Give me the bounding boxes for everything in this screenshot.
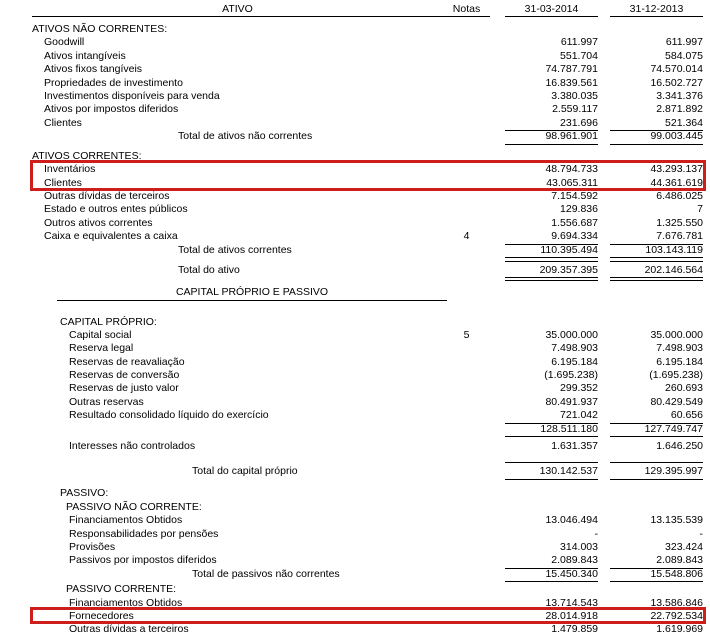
table-row (0, 230, 710, 243)
row-label: Caixa e equivalentes a caixa (44, 230, 178, 243)
row-label: Reservas de conversão (69, 369, 180, 382)
row-label: Reservas de justo valor (69, 382, 179, 395)
table-row (0, 356, 710, 369)
value-2014: 130.142.537 (505, 462, 598, 479)
row-label: PASSIVO NÃO CORRENTE: (66, 500, 202, 513)
table-row (0, 150, 710, 163)
value-2014: 231.696 (505, 117, 598, 131)
table-row (0, 369, 710, 382)
value-2013: (1.695.238) (649, 369, 703, 382)
value-2013: 7.498.903 (656, 342, 703, 355)
value-2014: 7.154.592 (551, 190, 598, 203)
value-2014: 7.498.903 (551, 342, 598, 355)
value-2014: 299.352 (560, 382, 598, 395)
row-label: Goodwill (44, 36, 85, 49)
value-2014: 1.556.687 (551, 216, 598, 229)
value-2013: 22.792.534 (650, 609, 703, 622)
table-row (0, 423, 710, 436)
row-label: ATIVOS NÃO CORRENTES: (32, 23, 168, 35)
value-2014: 6.195.184 (551, 355, 598, 368)
value-2013: 16.502.727 (650, 76, 703, 89)
rows-host (0, 23, 710, 637)
value-2013: 1.325.550 (656, 216, 703, 229)
row-label: Reserva legal (69, 342, 134, 355)
value-2013: 99.003.445 (610, 130, 703, 144)
value-2013: 44.361.619 (650, 176, 703, 189)
column-header-ativo: ATIVO (32, 3, 443, 17)
table-row (0, 130, 710, 143)
value-2014: 314.003 (560, 541, 598, 553)
value-2014: 128.511.180 (505, 423, 598, 437)
table-row (0, 568, 710, 581)
row-gap (0, 453, 710, 462)
value-2013: 60.656 (610, 409, 703, 423)
table-row (0, 117, 710, 130)
table-row (0, 316, 710, 329)
table-row (0, 244, 710, 257)
row-label: Investimentos disponíveis para venda (44, 89, 220, 102)
value-2013: 2.089.843 (610, 554, 703, 568)
value-2013: 129.395.997 (610, 462, 703, 479)
value-2014: 2.089.843 (505, 554, 598, 568)
table-row (0, 203, 710, 216)
table-row (0, 514, 710, 527)
value-2013: 1.619.969 (656, 623, 703, 636)
value-2014: 74.787.791 (545, 63, 598, 76)
row-label: Reservas de reavaliação (69, 355, 185, 368)
column-header-date-2013: 31-12-2013 (610, 3, 703, 17)
table-row (0, 554, 710, 567)
table-row (0, 501, 710, 514)
value-2014: - (594, 527, 598, 540)
value-2014: 611.997 (560, 36, 598, 49)
value-2013: 521.364 (610, 117, 703, 131)
row-label: CAPITAL PRÓPRIO: (60, 315, 157, 328)
table-row (0, 487, 710, 500)
value-2013: 323.424 (665, 541, 703, 553)
value-2014: 98.961.901 (505, 130, 598, 144)
row-label: Clientes (44, 116, 82, 129)
value-2013: 35.000.000 (650, 328, 703, 341)
row-label: Total de ativos correntes (178, 243, 292, 256)
row-label: Estado e outros entes públicos (44, 203, 188, 216)
row-label: Provisões (69, 541, 116, 553)
nota-value: 5 (463, 328, 470, 341)
value-2014: 35.000.000 (545, 328, 598, 341)
row-label: Financiamentos Obtidos (69, 514, 183, 527)
row-label: Total de passivos não correntes (192, 567, 340, 580)
value-2014: 13.046.494 (545, 514, 598, 527)
table-row (0, 217, 710, 230)
table-row (0, 77, 710, 90)
value-2014: 129.836 (560, 203, 598, 216)
value-2013: 13.135.539 (650, 514, 703, 527)
column-header-notas: Notas (443, 3, 490, 17)
row-label: Inventários (44, 163, 96, 176)
row-gap (0, 479, 710, 487)
value-2013: 6.486.025 (656, 190, 703, 203)
row-label: Total do ativo (178, 264, 240, 277)
table-row (0, 528, 710, 541)
value-2013: 74.570.014 (650, 63, 703, 76)
value-2014: 1.631.357 (551, 440, 598, 453)
table-row (0, 23, 710, 36)
value-2014: 13.714.543 (545, 596, 598, 609)
row-label: Outras dívidas de terceiros (44, 190, 170, 203)
value-2014: 1.479.859 (551, 623, 598, 636)
value-2013: 202.146.564 (610, 261, 703, 281)
value-2014: 15.450.340 (505, 568, 598, 582)
value-2014: 43.065.311 (546, 176, 598, 189)
row-label: Resultado consolidado líquido do exercício (69, 409, 269, 422)
row-label: Interesses não controlados (69, 440, 196, 453)
table-row (0, 541, 710, 554)
value-2013: 80.429.549 (650, 395, 703, 408)
table-row (0, 342, 710, 355)
value-2013: - (699, 527, 703, 540)
row-label: Outras dívidas a terceiros (69, 623, 189, 636)
highlight-group (0, 163, 710, 190)
table-row (0, 623, 710, 636)
row-label: PASSIVO CORRENTE: (66, 583, 177, 596)
row-label: Clientes (44, 176, 82, 189)
value-2013: 6.195.184 (656, 355, 703, 368)
column-header-date-2014: 31-03-2014 (505, 3, 598, 17)
table-row (0, 440, 710, 453)
table-row (0, 63, 710, 76)
value-2013: 7 (697, 203, 703, 216)
value-2013: 584.075 (665, 49, 703, 62)
row-label: Propriedades de investimento (44, 76, 183, 89)
value-2014: 2.559.117 (552, 103, 598, 116)
row-label: Total de ativos não correntes (178, 130, 313, 143)
row-label: PASSIVO: (60, 487, 109, 500)
row-label: ATIVOS CORRENTES: (32, 149, 142, 162)
row-label: Total do capital próprio (192, 465, 298, 478)
table-row (0, 610, 710, 623)
value-2013: 1.646.250 (656, 440, 703, 453)
value-2013: 3.341.376 (656, 89, 703, 102)
table-row (0, 50, 710, 63)
row-label: Ativos por impostos diferidos (44, 103, 179, 116)
table-row (0, 583, 710, 596)
value-2014: (1.695.238) (544, 369, 598, 382)
table-header-row (0, 3, 710, 18)
table-row (0, 329, 710, 342)
table-row (0, 597, 710, 610)
value-2013: 611.997 (665, 36, 703, 49)
row-label: Responsabilidades por pensões (69, 527, 219, 540)
table-row (0, 163, 710, 176)
table-row (0, 261, 710, 281)
row-label: Outros ativos correntes (44, 216, 153, 229)
row-label: Ativos intangíveis (44, 49, 126, 62)
section-heading: CAPITAL PRÓPRIO E PASSIVO (57, 286, 447, 301)
table-row (0, 90, 710, 103)
table-row (0, 396, 710, 409)
value-2014: 721.042 (505, 409, 598, 423)
value-2014: 80.491.937 (545, 395, 598, 408)
value-2014: 209.357.395 (505, 261, 598, 281)
value-2014: 28.014.918 (545, 609, 598, 622)
value-2013: 13.586.846 (650, 596, 703, 609)
table-row (0, 462, 710, 479)
value-2014: 9.694.334 (505, 230, 598, 244)
table-row (0, 36, 710, 49)
table-row (0, 103, 710, 116)
value-2014: 551.704 (560, 49, 598, 62)
value-2013: 7.676.781 (610, 230, 703, 244)
table-row (0, 177, 710, 190)
row-gap (0, 302, 710, 316)
value-2013: 260.693 (665, 382, 703, 395)
value-2014: 3.380.035 (551, 89, 598, 102)
table-row (0, 382, 710, 395)
value-2014: 16.839.561 (545, 76, 598, 89)
section-heading-row (0, 286, 710, 302)
table-row (0, 190, 710, 203)
value-2013: 103.143.119 (610, 244, 703, 258)
row-label: Ativos fixos tangíveis (44, 63, 143, 76)
table-row (0, 409, 710, 422)
value-2013: 127.749.747 (610, 423, 703, 437)
value-2014: 110.395.494 (505, 244, 598, 258)
highlight-group (0, 610, 710, 623)
row-label: Fornecedores (69, 609, 134, 622)
row-label: Passivos por impostos diferidos (69, 554, 217, 567)
row-label: Outras reservas (69, 395, 144, 408)
nota-value: 4 (463, 230, 470, 243)
value-2014: 48.794.733 (545, 163, 598, 176)
row-label: Capital social (69, 328, 132, 341)
value-2013: 15.548.806 (610, 568, 703, 582)
value-2013: 2.871.892 (656, 103, 703, 116)
value-2013: 43.293.137 (650, 163, 703, 176)
row-label: Financiamentos Obtidos (69, 596, 183, 609)
